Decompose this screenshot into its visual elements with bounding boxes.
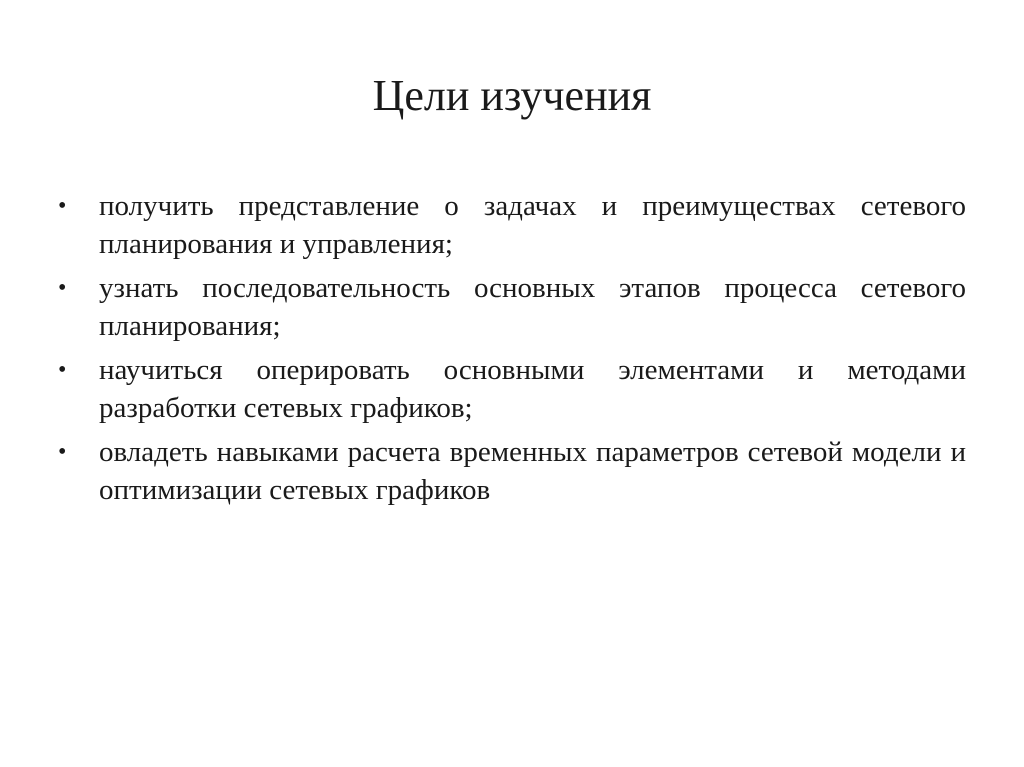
goal-text: узнать последовательность основных этапов процесса сетевого планирования;	[99, 272, 966, 342]
bullet-dot-icon: •	[58, 357, 67, 383]
goal-item	[58, 269, 966, 345]
goal-text: овладеть навыками расчета временных параметров сетевой модели и оптимизации сетевых графиков	[99, 436, 966, 506]
goal-item	[58, 351, 966, 427]
slide-title: Цели изучения	[372, 71, 652, 120]
goal-list	[58, 187, 966, 515]
bullet-dot-icon: •	[58, 439, 67, 465]
goal-item	[58, 187, 966, 263]
goal-text: получить представление о задачах и преимуществах сетевого планирования и управления;	[99, 190, 966, 260]
goal-item	[58, 433, 966, 509]
bullet-dot-icon: •	[58, 275, 67, 301]
bullet-dot-icon: •	[58, 193, 67, 219]
goal-text: научиться оперировать основными элементами и методами разработки сетевых графиков;	[99, 354, 966, 424]
